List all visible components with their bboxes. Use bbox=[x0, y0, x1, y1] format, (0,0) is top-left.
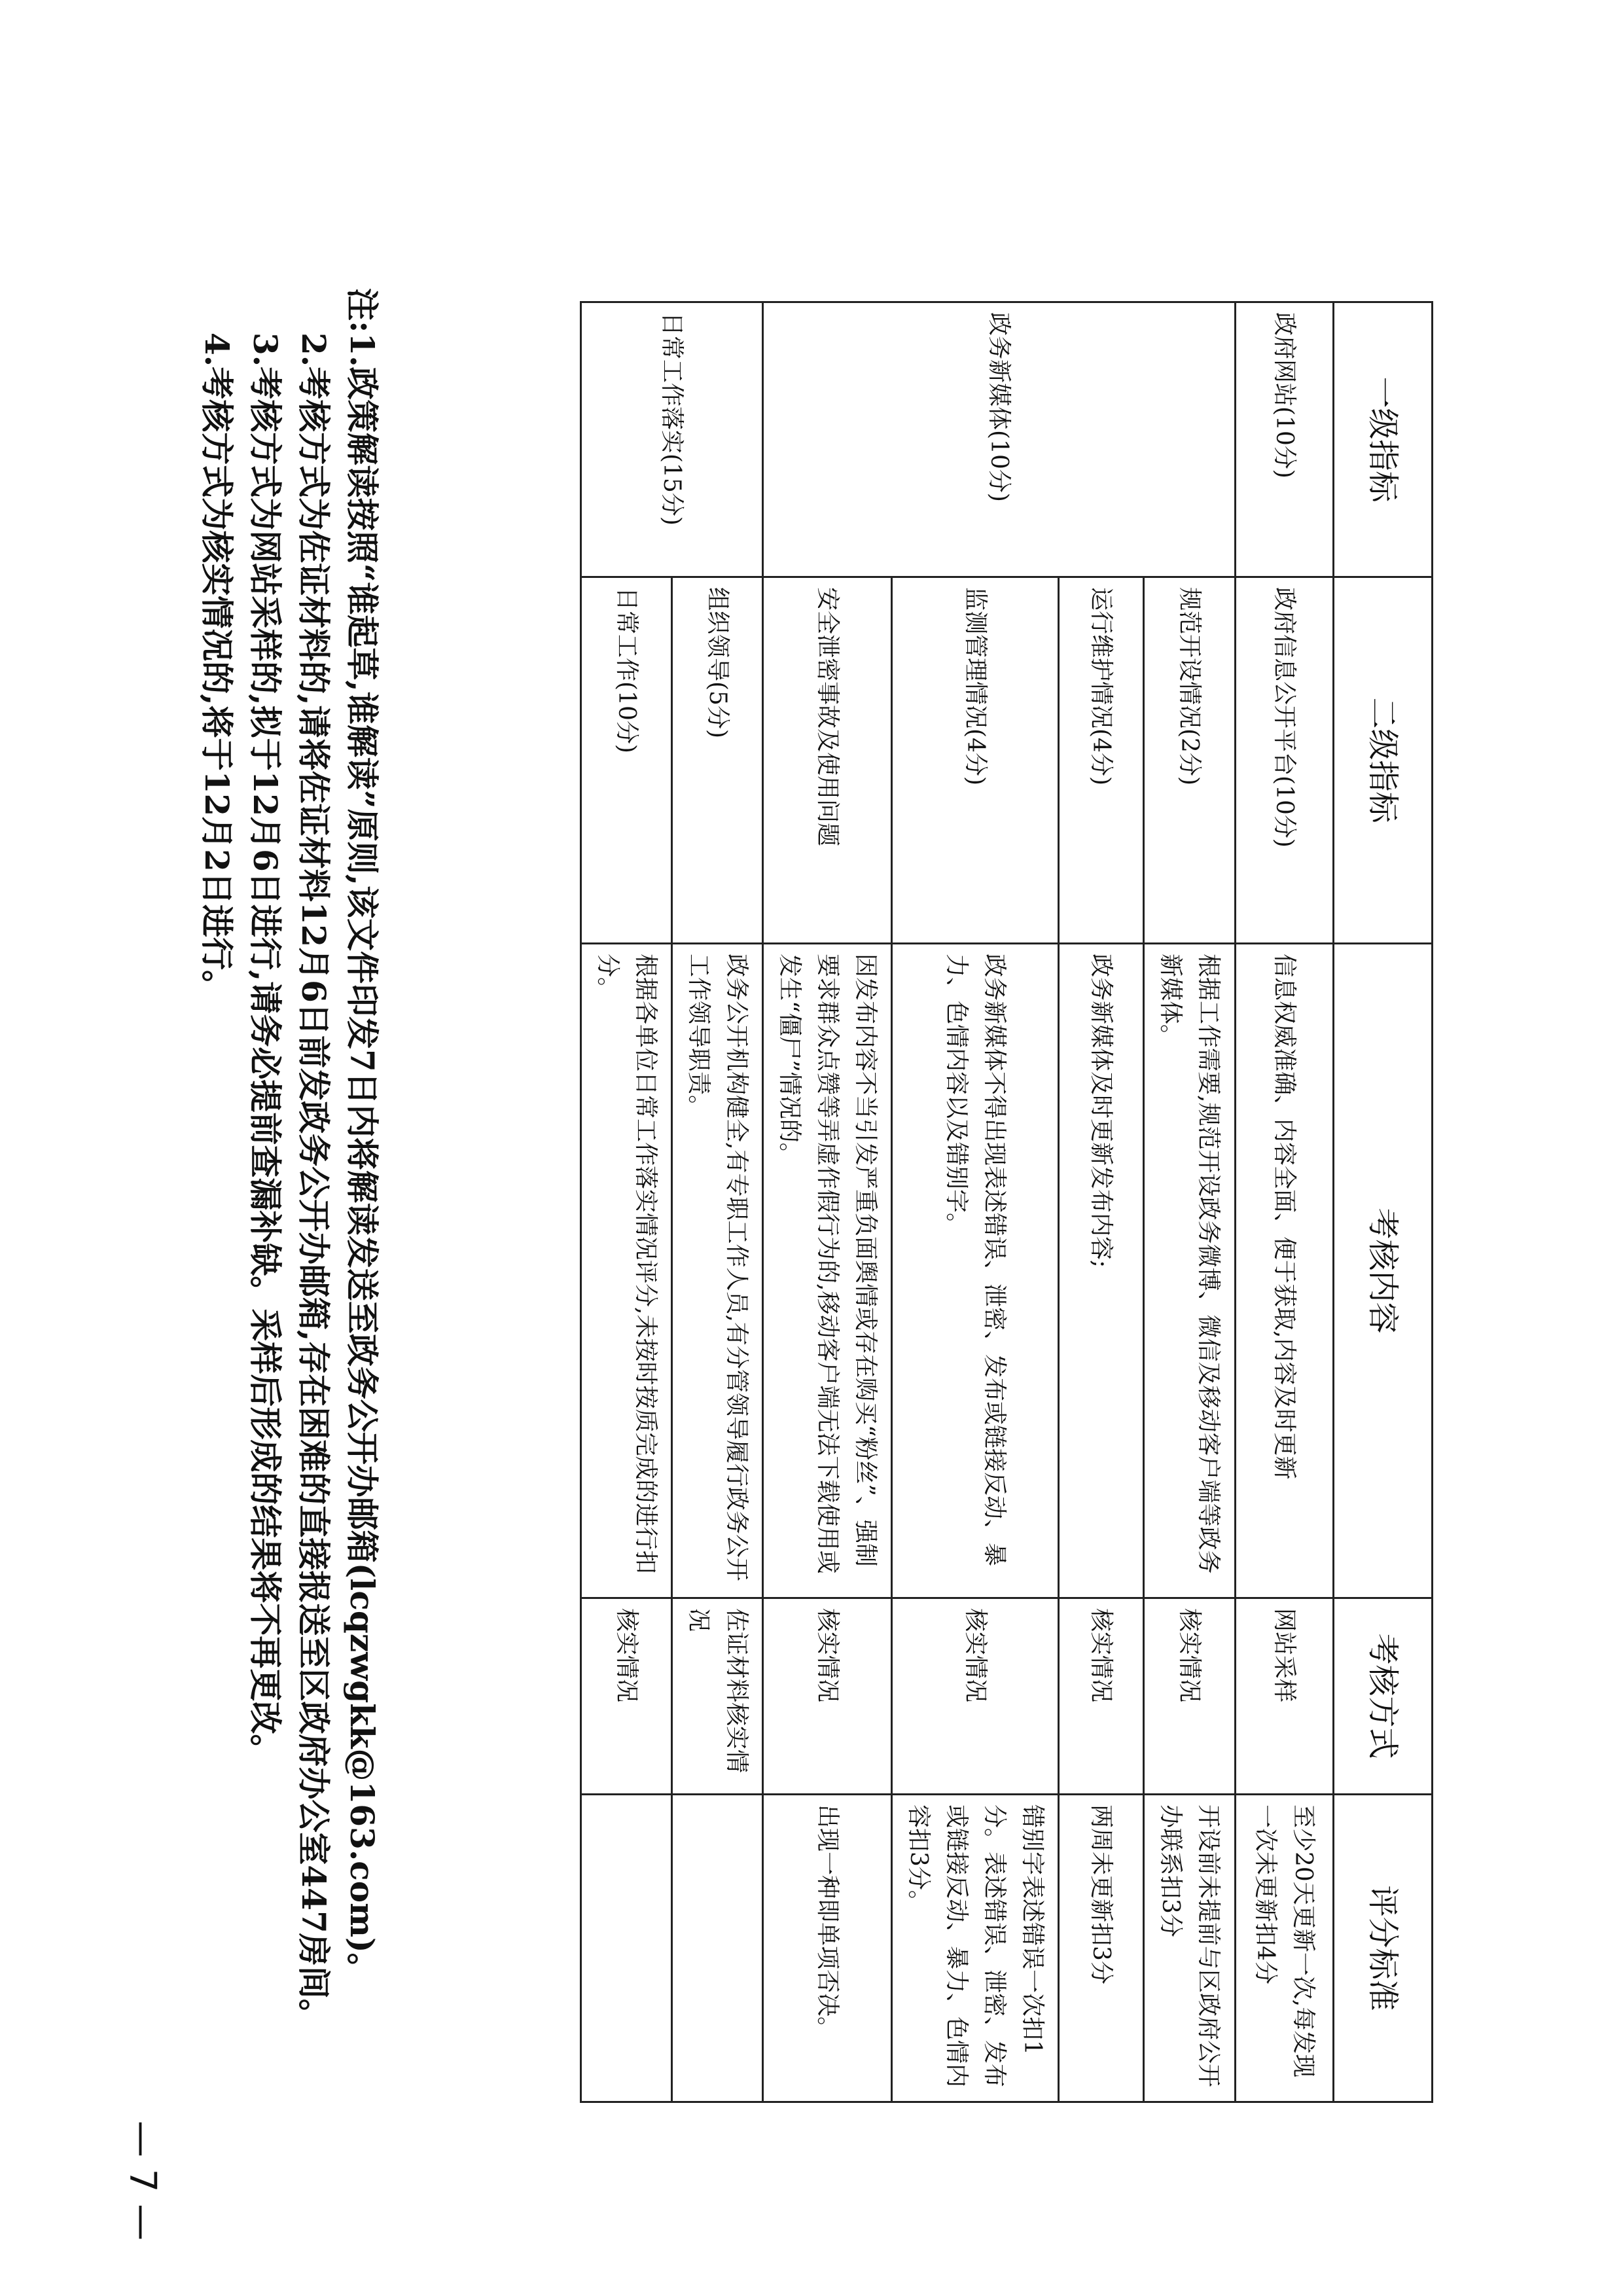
content-cell: 根据工作需要,规范开设政务微博、微信及移动客户端等政务新媒体。 bbox=[1144, 944, 1236, 1598]
header-level2: 二级指标 bbox=[1334, 577, 1433, 944]
header-content: 考核内容 bbox=[1334, 944, 1433, 1598]
content-cell: 根据各单位日常工作落实情况评分,未按时按质完成的进行扣分。 bbox=[581, 944, 672, 1598]
level2-cell: 规范开设情况(2分) bbox=[1144, 577, 1236, 944]
table-header-row bbox=[1334, 302, 1433, 2102]
level2-cell: 监测管理情况(4分) bbox=[892, 577, 1059, 944]
score-cell: 错别字表述错误一次扣1分。表述错误、泄密、发布或链接反动、暴力、色情内容扣3分。 bbox=[892, 1795, 1059, 2102]
method-cell: 核实情况 bbox=[763, 1598, 892, 1795]
method-cell: 核实情况 bbox=[892, 1598, 1059, 1795]
table-row bbox=[1144, 302, 1236, 2102]
score-cell: 出现一种即单项否决。 bbox=[763, 1795, 892, 2102]
score-cell: 开设前未提前与区政府公开办联系扣3分 bbox=[1144, 1795, 1236, 2102]
table-row bbox=[672, 302, 763, 2102]
level2-cell: 政府信息公开平台(10分) bbox=[1236, 577, 1334, 944]
assessment-table bbox=[580, 301, 1433, 2103]
level2-cell: 组织领导(5分) bbox=[672, 577, 763, 944]
content-cell: 政务新媒体不得出现表述错误、泄密、发布或链接反动、暴力、色情内容以及错别字。 bbox=[892, 944, 1059, 1598]
header-level1: 一级指标 bbox=[1334, 302, 1433, 577]
score-cell bbox=[581, 1795, 672, 2102]
level2-cell: 日常工作(10分) bbox=[581, 577, 672, 944]
header-score: 评分标准 bbox=[1334, 1795, 1433, 2102]
table-row bbox=[1236, 302, 1334, 2102]
level1-cell: 日常工作落实(15分) bbox=[581, 302, 763, 577]
page-number: — 7 — bbox=[121, 2121, 164, 2241]
score-cell: 两周未更新扣3分 bbox=[1059, 1795, 1144, 2102]
note-2: 2.考核方式为佐证材料的,请将佐证材料12月6日前发政务公开办邮箱,存在困难的直接报送至区政府办公室447房间。 bbox=[294, 332, 333, 2032]
level1-cell: 政务新媒体(10分) bbox=[763, 302, 1236, 577]
level1-cell: 政府网站(10分) bbox=[1236, 302, 1334, 577]
score-cell: 至少20天更新一次,每发现一次未更新扣4分 bbox=[1236, 1795, 1334, 2102]
score-cell bbox=[672, 1795, 763, 2102]
content-cell: 因发布内容不当引发严重负面舆情或存在购买“粉丝”、强制要求群众点赞等弄虚作假行为的,移动客户端无法下载使用或发生“僵尸”情况的。 bbox=[763, 944, 892, 1598]
method-cell: 网站采样 bbox=[1236, 1598, 1334, 1795]
level2-cell: 安全泄密事故及使用问题 bbox=[763, 577, 892, 944]
note-3: 3.考核方式为网站采样的,拟于12月6日进行,请务必提前查漏补缺。采样后形成的结果将不再更改。 bbox=[246, 332, 285, 1767]
method-cell: 佐证材料核实情况 bbox=[672, 1598, 763, 1795]
content-cell: 信息权威准确、内容全面、便于获取,内容及时更新 bbox=[1236, 944, 1334, 1598]
note-1: 注:1.政策解读按照“谁起草,谁解读”原则,该文件印发7日内将解读发送至政务公开办邮箱(lcqzwgkk@163.com)。 bbox=[343, 288, 382, 1986]
notes-section bbox=[192, 288, 386, 2153]
header-method: 考核方式 bbox=[1334, 1598, 1433, 1795]
content-cell: 政务新媒体及时更新发布内容; bbox=[1059, 944, 1144, 1598]
method-cell: 核实情况 bbox=[581, 1598, 672, 1795]
method-cell: 核实情况 bbox=[1059, 1598, 1144, 1795]
content-cell: 政务公开机构健全,有专职工作人员,有分管领导履行政务公开工作领导职责。 bbox=[672, 944, 763, 1598]
note-4: 4.考核方式为核实情况的,将于12月2日进行。 bbox=[198, 332, 236, 1003]
method-cell: 核实情况 bbox=[1144, 1598, 1236, 1795]
level2-cell: 运行维护情况(4分) bbox=[1059, 577, 1144, 944]
